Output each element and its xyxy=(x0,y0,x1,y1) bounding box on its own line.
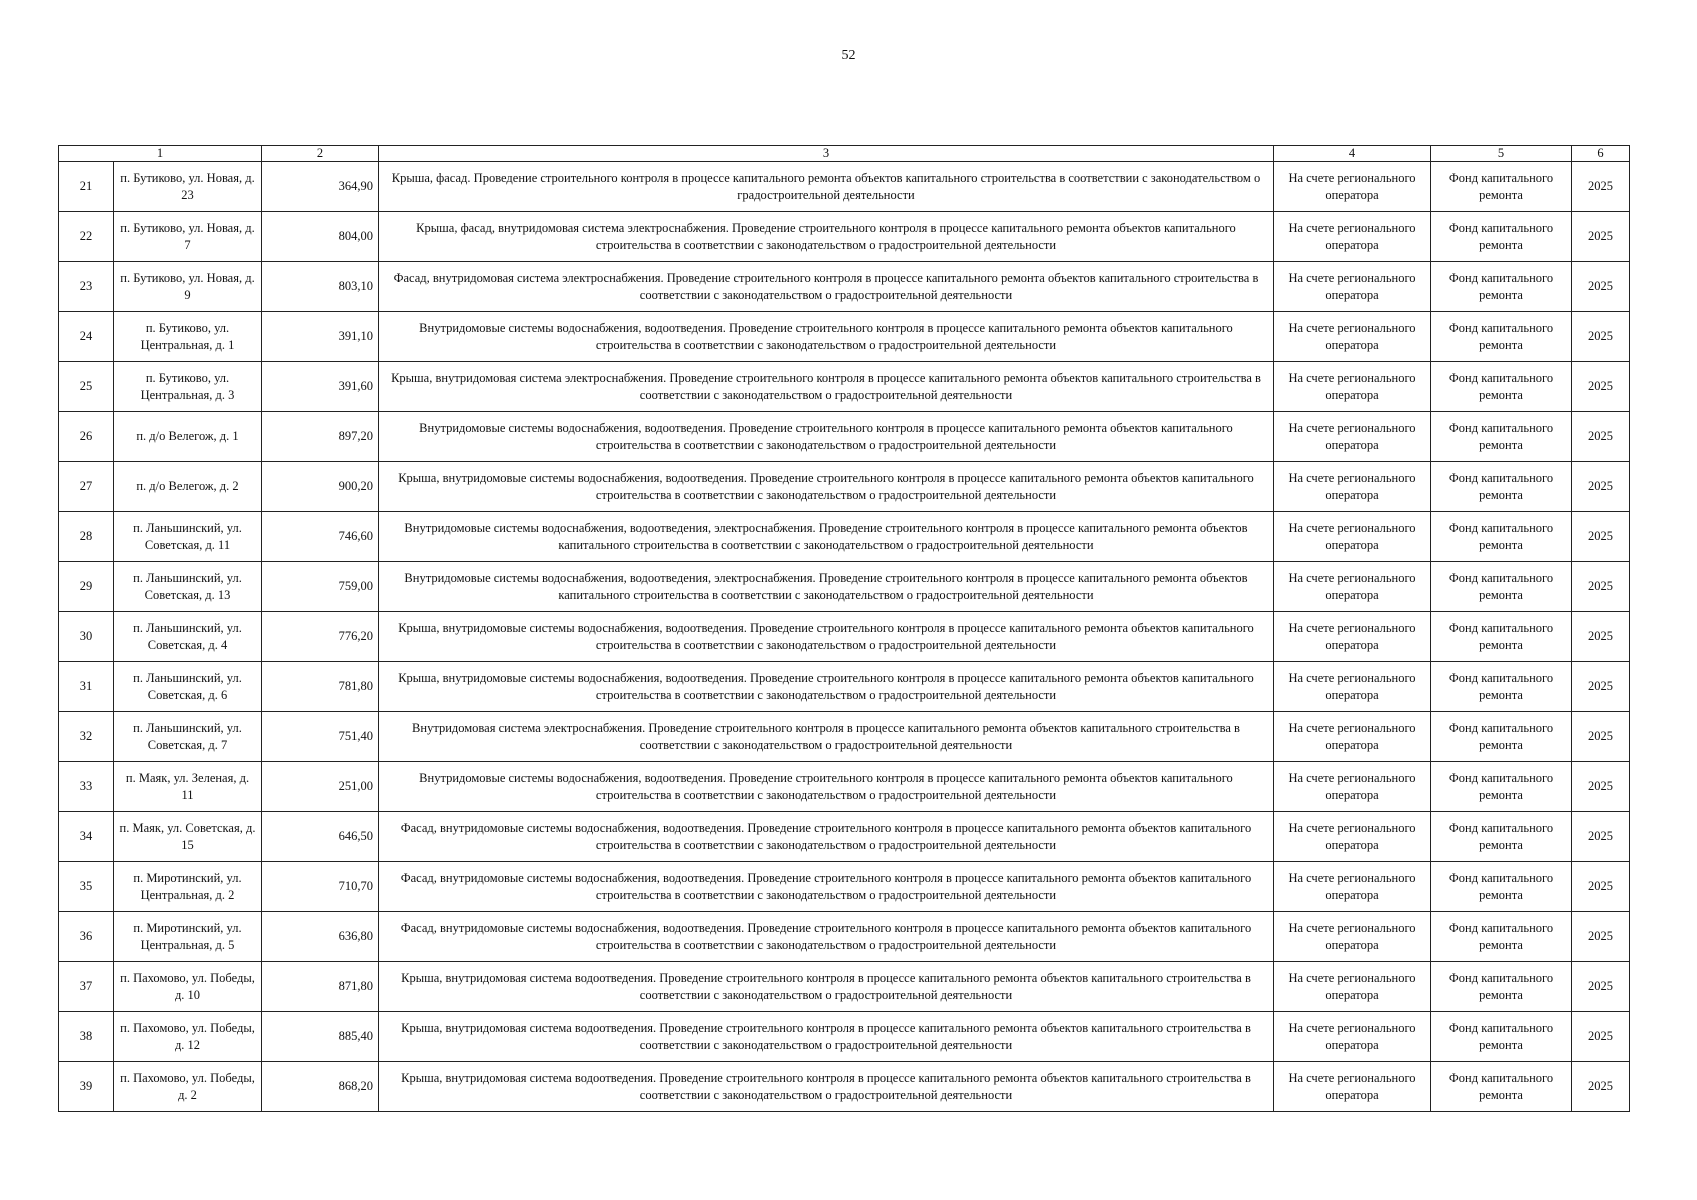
table-row xyxy=(59,262,1630,312)
year-cell: 2025 xyxy=(1572,762,1630,812)
row-number: 23 xyxy=(59,262,114,312)
fund-cell: Фонд капитального ремонта xyxy=(1431,212,1572,262)
works-cell: Фасад, внутридомовые системы водоснабжения, водоотведения. Проведение строительного контроля в процессе капитального ремонта объектов капитального строительства в соответствии с законодательством о градостроительной деятельности xyxy=(379,862,1274,912)
year-cell: 2025 xyxy=(1572,962,1630,1012)
area-cell: 759,00 xyxy=(262,562,379,612)
row-number: 37 xyxy=(59,962,114,1012)
area-cell: 251,00 xyxy=(262,762,379,812)
column-header-5: 5 xyxy=(1431,146,1572,162)
column-header-2: 2 xyxy=(262,146,379,162)
fund-cell: Фонд капитального ремонта xyxy=(1431,562,1572,612)
area-cell: 871,80 xyxy=(262,962,379,1012)
area-cell: 710,70 xyxy=(262,862,379,912)
row-number: 35 xyxy=(59,862,114,912)
address-cell: п. Ланьшинский, ул. Советская, д. 13 xyxy=(114,562,262,612)
fund-cell: Фонд капитального ремонта xyxy=(1431,762,1572,812)
fund-cell: Фонд капитального ремонта xyxy=(1431,162,1572,212)
method-cell: На счете регионального оператора xyxy=(1274,362,1431,412)
row-number: 39 xyxy=(59,1062,114,1112)
address-cell: п. Бутиково, ул. Центральная, д. 1 xyxy=(114,312,262,362)
fund-cell: Фонд капитального ремонта xyxy=(1431,962,1572,1012)
year-cell: 2025 xyxy=(1572,212,1630,262)
works-cell: Крыша, внутридомовая система электроснабжения. Проведение строительного контроля в процессе капитального ремонта объектов капитального строительства в соответствии с законодательством о градостроительной деятельности xyxy=(379,362,1274,412)
table-row xyxy=(59,712,1630,762)
fund-cell: Фонд капитального ремонта xyxy=(1431,812,1572,862)
table-row xyxy=(59,562,1630,612)
address-cell: п. Пахомово, ул. Победы, д. 10 xyxy=(114,962,262,1012)
method-cell: На счете регионального оператора xyxy=(1274,412,1431,462)
works-cell: Крыша, внутридомовая система водоотведения. Проведение строительного контроля в процессе капитального ремонта объектов капитального строительства в соответствии с законодательством о градостроительной деятельности xyxy=(379,962,1274,1012)
year-cell: 2025 xyxy=(1572,262,1630,312)
table-row xyxy=(59,462,1630,512)
column-header-3: 3 xyxy=(379,146,1274,162)
row-number: 30 xyxy=(59,612,114,662)
method-cell: На счете регионального оператора xyxy=(1274,462,1431,512)
column-header-4: 4 xyxy=(1274,146,1431,162)
works-cell: Крыша, внутридомовая система водоотведения. Проведение строительного контроля в процессе капитального ремонта объектов капитального строительства в соответствии с законодательством о градостроительной деятельности xyxy=(379,1012,1274,1062)
header-row xyxy=(59,146,1630,162)
table-row xyxy=(59,362,1630,412)
address-cell: п. Маяк, ул. Советская, д. 15 xyxy=(114,812,262,862)
works-cell: Крыша, внутридомовые системы водоснабжения, водоотведения. Проведение строительного контроля в процессе капитального ремонта объектов капитального строительства в соответствии с законодательством о градостроительной деятельности xyxy=(379,612,1274,662)
fund-cell: Фонд капитального ремонта xyxy=(1431,512,1572,562)
address-cell: п. Пахомово, ул. Победы, д. 2 xyxy=(114,1062,262,1112)
works-cell: Внутридомовая система электроснабжения. Проведение строительного контроля в процессе капитального ремонта объектов капитального строительства в соответствии с законодательством о градостроительной деятельности xyxy=(379,712,1274,762)
works-cell: Крыша, внутридомовые системы водоснабжения, водоотведения. Проведение строительного контроля в процессе капитального ремонта объектов капитального строительства в соответствии с законодательством о градостроительной деятельности xyxy=(379,462,1274,512)
area-cell: 364,90 xyxy=(262,162,379,212)
row-number: 32 xyxy=(59,712,114,762)
method-cell: На счете регионального оператора xyxy=(1274,1062,1431,1112)
area-cell: 781,80 xyxy=(262,662,379,712)
year-cell: 2025 xyxy=(1572,862,1630,912)
row-number: 34 xyxy=(59,812,114,862)
works-cell: Крыша, внутридомовая система водоотведения. Проведение строительного контроля в процессе капитального ремонта объектов капитального строительства в соответствии с законодательством о градостроительной деятельности xyxy=(379,1062,1274,1112)
method-cell: На счете регионального оператора xyxy=(1274,312,1431,362)
address-cell: п. Маяк, ул. Зеленая, д. 11 xyxy=(114,762,262,812)
method-cell: На счете регионального оператора xyxy=(1274,812,1431,862)
address-cell: п. д/о Велегож, д. 2 xyxy=(114,462,262,512)
method-cell: На счете регионального оператора xyxy=(1274,212,1431,262)
year-cell: 2025 xyxy=(1572,162,1630,212)
fund-cell: Фонд капитального ремонта xyxy=(1431,262,1572,312)
row-number: 25 xyxy=(59,362,114,412)
works-cell: Крыша, внутридомовые системы водоснабжения, водоотведения. Проведение строительного контроля в процессе капитального ремонта объектов капитального строительства в соответствии с законодательством о градостроительной деятельности xyxy=(379,662,1274,712)
works-cell: Фасад, внутридомовые системы водоснабжения, водоотведения. Проведение строительного контроля в процессе капитального ремонта объектов капитального строительства в соответствии с законодательством о градостроительной деятельности xyxy=(379,812,1274,862)
address-cell: п. Миротинский, ул. Центральная, д. 5 xyxy=(114,912,262,962)
address-cell: п. Ланьшинский, ул. Советская, д. 4 xyxy=(114,612,262,662)
column-header-6: 6 xyxy=(1572,146,1630,162)
table-row xyxy=(59,662,1630,712)
area-cell: 751,40 xyxy=(262,712,379,762)
method-cell: На счете регионального оператора xyxy=(1274,562,1431,612)
row-number: 33 xyxy=(59,762,114,812)
area-cell: 885,40 xyxy=(262,1012,379,1062)
row-number: 22 xyxy=(59,212,114,262)
table-row xyxy=(59,862,1630,912)
table-row xyxy=(59,912,1630,962)
capital-repair-table xyxy=(58,145,1630,1112)
fund-cell: Фонд капитального ремонта xyxy=(1431,1012,1572,1062)
area-cell: 746,60 xyxy=(262,512,379,562)
fund-cell: Фонд капитального ремонта xyxy=(1431,862,1572,912)
page-number: 52 xyxy=(841,48,856,63)
method-cell: На счете регионального оператора xyxy=(1274,612,1431,662)
works-cell: Внутридомовые системы водоснабжения, водоотведения. Проведение строительного контроля в процессе капитального ремонта объектов капитального строительства в соответствии с законодательством о градостроительной деятельности xyxy=(379,312,1274,362)
address-cell: п. Бутиково, ул. Новая, д. 23 xyxy=(114,162,262,212)
row-number: 27 xyxy=(59,462,114,512)
address-cell: п. Ланьшинский, ул. Советская, д. 7 xyxy=(114,712,262,762)
method-cell: На счете регионального оператора xyxy=(1274,512,1431,562)
address-cell: п. Ланьшинский, ул. Советская, д. 6 xyxy=(114,662,262,712)
area-cell: 803,10 xyxy=(262,262,379,312)
method-cell: На счете регионального оператора xyxy=(1274,762,1431,812)
address-cell: п. Бутиково, ул. Новая, д. 7 xyxy=(114,212,262,262)
year-cell: 2025 xyxy=(1572,612,1630,662)
row-number: 38 xyxy=(59,1012,114,1062)
row-number: 31 xyxy=(59,662,114,712)
address-cell: п. Бутиково, ул. Новая, д. 9 xyxy=(114,262,262,312)
area-cell: 900,20 xyxy=(262,462,379,512)
works-cell: Крыша, фасад. Проведение строительного контроля в процессе капитального ремонта объектов капитального строительства в соответствии с законодательством о градостроительной деятельности xyxy=(379,162,1274,212)
row-number: 21 xyxy=(59,162,114,212)
year-cell: 2025 xyxy=(1572,712,1630,762)
fund-cell: Фонд капитального ремонта xyxy=(1431,462,1572,512)
fund-cell: Фонд капитального ремонта xyxy=(1431,912,1572,962)
fund-cell: Фонд капитального ремонта xyxy=(1431,612,1572,662)
works-cell: Фасад, внутридомовые системы водоснабжения, водоотведения. Проведение строительного контроля в процессе капитального ремонта объектов капитального строительства в соответствии с законодательством о градостроительной деятельности xyxy=(379,912,1274,962)
works-cell: Внутридомовые системы водоснабжения, водоотведения, электроснабжения. Проведение строительного контроля в процессе капитального ремонта объектов капитального строительства в соответствии с законодательством о градостроительной деятельности xyxy=(379,562,1274,612)
table-row xyxy=(59,312,1630,362)
row-number: 36 xyxy=(59,912,114,962)
year-cell: 2025 xyxy=(1572,512,1630,562)
area-cell: 776,20 xyxy=(262,612,379,662)
year-cell: 2025 xyxy=(1572,662,1630,712)
row-number: 29 xyxy=(59,562,114,612)
table-row xyxy=(59,1012,1630,1062)
address-cell: п. д/о Велегож, д. 1 xyxy=(114,412,262,462)
year-cell: 2025 xyxy=(1572,1062,1630,1112)
year-cell: 2025 xyxy=(1572,412,1630,462)
address-cell: п. Пахомово, ул. Победы, д. 12 xyxy=(114,1012,262,1062)
table-row xyxy=(59,612,1630,662)
year-cell: 2025 xyxy=(1572,462,1630,512)
year-cell: 2025 xyxy=(1572,812,1630,862)
method-cell: На счете регионального оператора xyxy=(1274,662,1431,712)
row-number: 24 xyxy=(59,312,114,362)
fund-cell: Фонд капитального ремонта xyxy=(1431,362,1572,412)
table-row xyxy=(59,512,1630,562)
area-cell: 804,00 xyxy=(262,212,379,262)
year-cell: 2025 xyxy=(1572,1012,1630,1062)
fund-cell: Фонд капитального ремонта xyxy=(1431,412,1572,462)
address-cell: п. Миротинский, ул. Центральная, д. 2 xyxy=(114,862,262,912)
area-cell: 897,20 xyxy=(262,412,379,462)
works-cell: Фасад, внутридомовая система электроснабжения. Проведение строительного контроля в процессе капитального ремонта объектов капитального строительства в соответствии с законодательством о градостроительной деятельности xyxy=(379,262,1274,312)
column-header-1: 1 xyxy=(59,146,262,162)
area-cell: 391,60 xyxy=(262,362,379,412)
method-cell: На счете регионального оператора xyxy=(1274,262,1431,312)
area-cell: 646,50 xyxy=(262,812,379,862)
works-cell: Внутридомовые системы водоснабжения, водоотведения. Проведение строительного контроля в процессе капитального ремонта объектов капитального строительства в соответствии с законодательством о градостроительной деятельности xyxy=(379,762,1274,812)
method-cell: На счете регионального оператора xyxy=(1274,712,1431,762)
table-row xyxy=(59,412,1630,462)
year-cell: 2025 xyxy=(1572,362,1630,412)
table-row xyxy=(59,762,1630,812)
address-cell: п. Бутиково, ул. Центральная, д. 3 xyxy=(114,362,262,412)
row-number: 26 xyxy=(59,412,114,462)
works-cell: Внутридомовые системы водоснабжения, водоотведения. Проведение строительного контроля в процессе капитального ремонта объектов капитального строительства в соответствии с законодательством о градостроительной деятельности xyxy=(379,412,1274,462)
area-cell: 391,10 xyxy=(262,312,379,362)
method-cell: На счете регионального оператора xyxy=(1274,1012,1431,1062)
method-cell: На счете регионального оператора xyxy=(1274,912,1431,962)
works-cell: Крыша, фасад, внутридомовая система электроснабжения. Проведение строительного контроля в процессе капитального ремонта объектов капитального строительства в соответствии с законодательством о градостроительной деятельности xyxy=(379,212,1274,262)
table-row xyxy=(59,812,1630,862)
method-cell: На счете регионального оператора xyxy=(1274,962,1431,1012)
method-cell: На счете регионального оператора xyxy=(1274,862,1431,912)
fund-cell: Фонд капитального ремонта xyxy=(1431,1062,1572,1112)
address-cell: п. Ланьшинский, ул. Советская, д. 11 xyxy=(114,512,262,562)
year-cell: 2025 xyxy=(1572,912,1630,962)
table-row xyxy=(59,962,1630,1012)
table-row xyxy=(59,162,1630,212)
area-cell: 636,80 xyxy=(262,912,379,962)
fund-cell: Фонд капитального ремонта xyxy=(1431,712,1572,762)
method-cell: На счете регионального оператора xyxy=(1274,162,1431,212)
table-row xyxy=(59,1062,1630,1112)
fund-cell: Фонд капитального ремонта xyxy=(1431,662,1572,712)
row-number: 28 xyxy=(59,512,114,562)
year-cell: 2025 xyxy=(1572,312,1630,362)
fund-cell: Фонд капитального ремонта xyxy=(1431,312,1572,362)
table-row xyxy=(59,212,1630,262)
works-cell: Внутридомовые системы водоснабжения, водоотведения, электроснабжения. Проведение строительного контроля в процессе капитального ремонта объектов капитального строительства в соответствии с законодательством о градостроительной деятельности xyxy=(379,512,1274,562)
area-cell: 868,20 xyxy=(262,1062,379,1112)
year-cell: 2025 xyxy=(1572,562,1630,612)
